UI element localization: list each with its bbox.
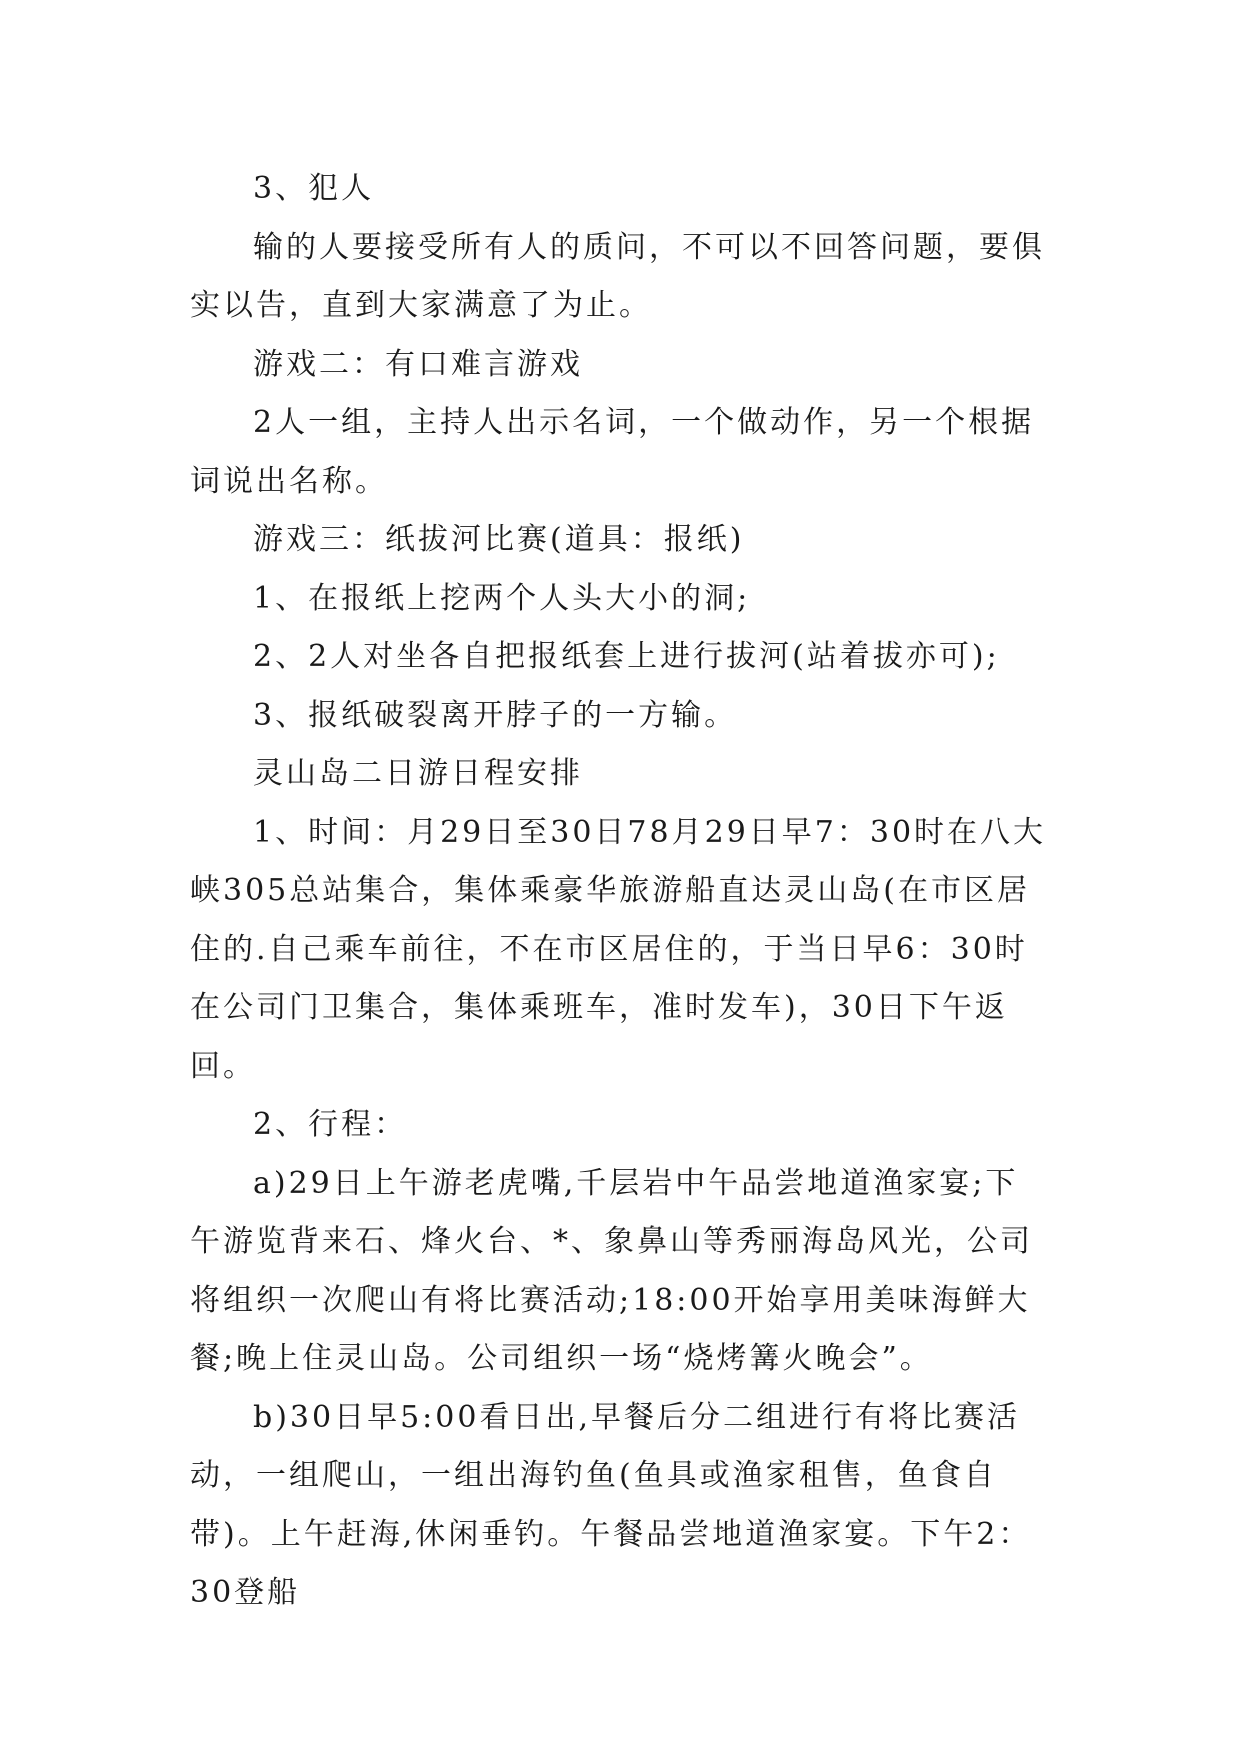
paragraph-5: 游戏三：纸拔河比赛(道具：报纸) [253, 522, 745, 557]
paragraph-4: 2人一组，主持人出示名词，一个做动作，另一个根据词说出名称。 [190, 405, 1035, 499]
paragraph-7: 2、2人对坐各自把报纸套上进行拔河(站着拔亦可); [253, 639, 1000, 674]
paragraph-8: 3、报纸破裂离开脖子的一方输。 [253, 697, 738, 733]
paragraph-12: a)29日上午游老虎嘴,千层岩中午品尝地道渔家宴;下午游览背来石、烽火台、*、象鼻山等秀丽海岛风光，公司将组织一次爬山有将比赛活动;18:00开始享用美味海鲜大餐;晚上住灵山岛。公司组织一场“烧烤篝火晚会”。 [190, 1165, 1033, 1376]
document-body [190, 160, 1050, 1623]
paragraph-11: 2、行程： [253, 1107, 408, 1142]
paragraph-9: 灵山岛二日游日程安排 [253, 756, 583, 791]
paragraph-3: 游戏二：有口难言游戏 [253, 346, 583, 382]
paragraph-13: b)30日早5:00看日出,早餐后分二组进行有将比赛活动，一组爬山，一组出海钓鱼(鱼具或渔家租售，鱼食自带)。上午赶海,休闲垂钓。午餐品尝地道渔家宴。下午2：30登船 [190, 1399, 1032, 1610]
paragraph-1: 3、犯人 [253, 171, 375, 206]
paragraph-6: 1、在报纸上挖两个人头大小的洞; [253, 580, 751, 616]
paragraph-2: 输的人要接受所有人的质问，不可以不回答问题，要俱实以告，直到大家满意了为止。 [190, 229, 1045, 323]
paragraph-10: 1、时间：月29日至30日78月29日早7：30时在八大峡305总站集合，集体乘豪华旅游船直达灵山岛(在市区居住的.自己乘车前往，不在市区居住的，于当日早6：30时在公司门卫集合，集体乘班车，准时发车)，30日下午返回。 [190, 814, 1047, 1084]
